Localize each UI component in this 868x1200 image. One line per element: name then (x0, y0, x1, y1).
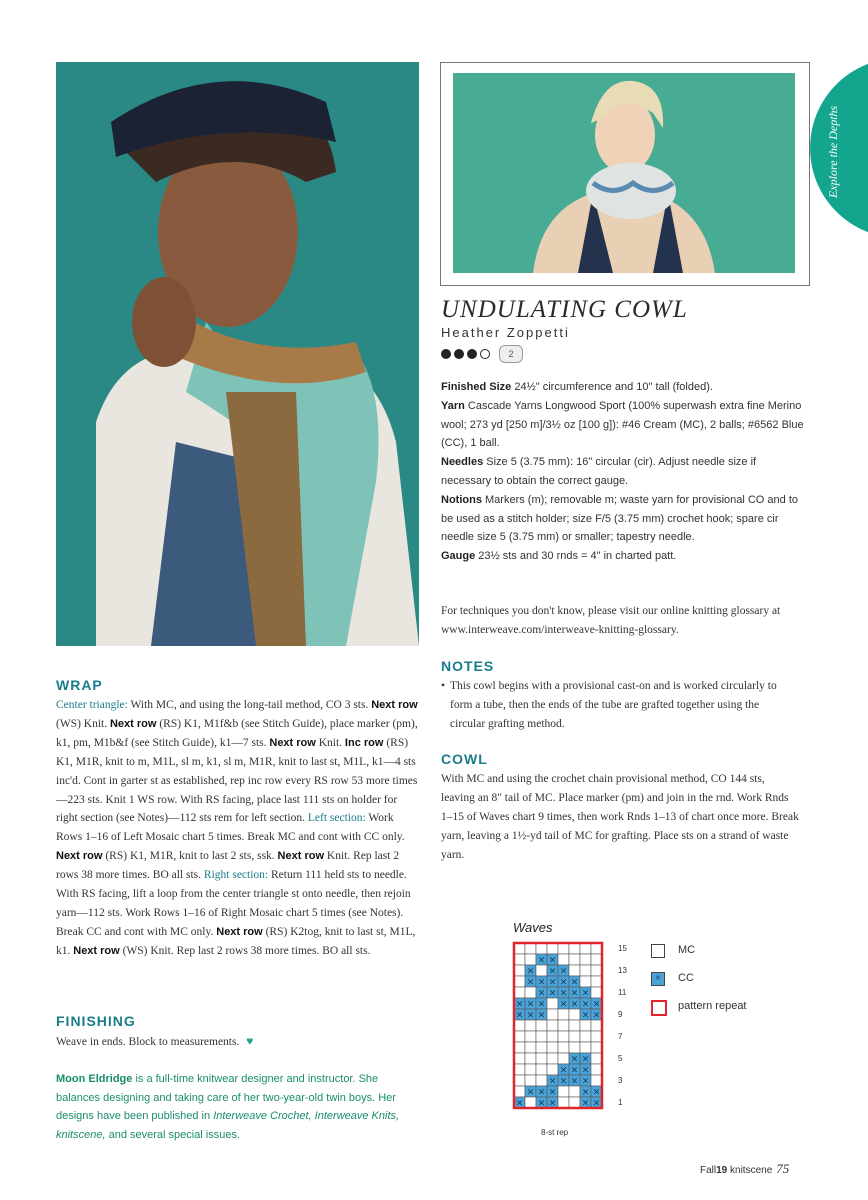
chart-cell-cc-symbol: × (570, 988, 579, 999)
legend-repeat-label: pattern repeat (678, 1000, 747, 1012)
chart-cell-cc-symbol: × (559, 966, 568, 977)
bio-name: Moon Eldridge (56, 1073, 133, 1085)
chart-cell-mc (536, 943, 547, 954)
chart-row-label: 1 (618, 1098, 623, 1107)
chart-cell-mc (569, 1031, 580, 1042)
chart-cell-mc (547, 943, 558, 954)
waves-chart (512, 941, 608, 1117)
chart-cell-mc (580, 1031, 591, 1042)
cowl-photo (453, 73, 795, 273)
chart-cell-mc (525, 1042, 536, 1053)
chart-cell-cc-symbol: × (570, 999, 579, 1010)
chart-cell-cc-symbol: × (548, 955, 557, 966)
yarn-weight-badge: 2 (499, 345, 523, 363)
instruction-text: Knit. Rep last 2 rows 38 more times. BO all sts. (56, 850, 400, 882)
chart-cell-mc (547, 1053, 558, 1064)
instruction-text: Knit. (315, 736, 345, 749)
chart-cell-mc (591, 954, 602, 965)
heart-icon: ♥ (246, 1034, 254, 1048)
chart-cell-mc (547, 1031, 558, 1042)
instruction-text: (WS) Knit. Rep last 2 rows 38 more times. BO all sts. (119, 944, 371, 957)
chart-cell-cc-symbol: × (581, 988, 590, 999)
chart-cell-cc-symbol: × (559, 999, 568, 1010)
cowl-photo-illustration (453, 73, 795, 273)
chart-cell-mc (591, 1075, 602, 1086)
instruction-text: Work Rows 1–16 of Left Mosaic chart 5 times. Break MC and cont with CC only. (56, 812, 405, 844)
chart-cell-mc (591, 976, 602, 987)
chart-cell-mc (569, 965, 580, 976)
instruction-text: (WS) Knit. (56, 717, 110, 730)
chart-row-label: 5 (618, 1054, 623, 1063)
chart-cell-mc (558, 943, 569, 954)
chart-cell-cc-symbol: × (515, 999, 524, 1010)
chart-row-label: 7 (618, 1032, 623, 1041)
chart-cell-mc (525, 1053, 536, 1064)
spec-item (441, 397, 805, 453)
instruction-text: (RS) K1, M1R, knit to last 2 sts, ssk. (102, 850, 278, 863)
chart-cell-cc-symbol: × (581, 1010, 590, 1021)
instruction-text: Return 111 held sts to needle. With RS facing, lift a loop from the center triangle st onto needle, then rejoin yarn—112 sts. Work Rows 1–16 of Right Mosaic chart 5 times (see Notes). Break CC and cont with MC only. (56, 869, 411, 938)
instruction-text: (RS) K1, M1R, knit to m, M1L, sl m, k1, sl m, M1R, knit to last st, M1L, k1—4 sts inc'd. Cont in garter st as established, rep inc row every RS row 53 more times—223 sts. Knit 1 WS row. With RS facing, place last 111 sts on holder for right section (see Notes)—112 sts rem for left section. (56, 736, 418, 825)
chart-cell-mc (514, 1075, 525, 1086)
chart-row-label: 15 (618, 944, 627, 953)
chart-cell-mc (558, 1086, 569, 1097)
chart-cell-mc (536, 1064, 547, 1075)
chart-cell-cc-symbol: × (526, 1010, 535, 1021)
chart-cell-cc-symbol: × (526, 1087, 535, 1098)
chart-cell-cc-symbol: × (559, 1065, 568, 1076)
chart-cell-mc (547, 1064, 558, 1075)
footer-magazine: knitscene (727, 1165, 773, 1176)
spec-text: Cascade Yarns Longwood Sport (100% superwash extra fine Merino wool; 273 yd [250 m]/3½ oz [100 g]): #46 Cream (MC), 2 balls; #6562 Blue (CC), 1 ball. (441, 399, 804, 450)
chart-cell-cc-symbol: × (526, 977, 535, 988)
chart-cell-mc (547, 998, 558, 1009)
chart-cell-mc (514, 965, 525, 976)
spec-label: Needles (441, 456, 484, 469)
chart-cell-cc-symbol: × (581, 1065, 590, 1076)
cowl-heading: COWL (441, 751, 488, 767)
skill-level (441, 345, 523, 363)
chart-cell-mc (569, 1020, 580, 1031)
chart-cell-mc (514, 943, 525, 954)
chart-cell-mc (547, 1009, 558, 1020)
chart-cell-cc-symbol: × (526, 999, 535, 1010)
chart-cell-cc-symbol: × (537, 1010, 546, 1021)
chart-cell-cc-symbol: × (537, 1098, 546, 1109)
techniques-note: For techniques you don't know, please visit our online knitting glossary at www.interweave.com/interweave-knitting-glossary. (441, 605, 781, 636)
chart-cell-mc (569, 1009, 580, 1020)
legend-cc-label: CC (678, 972, 694, 984)
chart-cell-mc (514, 1020, 525, 1031)
pattern-specs (441, 378, 805, 566)
chart-cell-mc (558, 1053, 569, 1064)
chart-cell-mc (536, 1042, 547, 1053)
chart-cell-mc (558, 1009, 569, 1020)
chart-cell-cc-symbol: × (570, 1065, 579, 1076)
chart-cell-mc (536, 1053, 547, 1064)
chart-cell-cc-symbol: × (581, 1054, 590, 1065)
bio-publications: Interweave Crochet, Interweave Knits, knitscene, (56, 1110, 400, 1141)
chart-cell-mc (580, 954, 591, 965)
chart-cell-cc-symbol: × (592, 999, 601, 1010)
spec-label: Gauge (441, 550, 476, 563)
chart-cell-cc-symbol: × (548, 977, 557, 988)
chart-cell-cc-symbol: × (548, 1076, 557, 1087)
chart-cell-mc (536, 1075, 547, 1086)
legend-repeat-box (651, 1000, 667, 1016)
notes-text: This cowl begins with a provisional cast-on and is worked circularly to form a tube, then the ends of the tube are grafted together using the circular grafting method. (450, 680, 777, 730)
designer-bio (56, 1070, 416, 1144)
chart-cell-mc (525, 1020, 536, 1031)
instruction-text: (RS) K1, M1f&b (see Stitch Guide), place marker (pm), k1, pm, M1b&f (see Stitch Guide), k1—7 sts. (56, 717, 418, 749)
chart-cell-mc (536, 1031, 547, 1042)
spec-item (441, 378, 805, 397)
chart-cell-cc-symbol: × (570, 1076, 579, 1087)
row-label: Next row (56, 850, 103, 863)
spec-text: Size 5 (3.75 mm): 16" circular (cir). Adjust needle size if necessary to obtain the correct gauge. (441, 456, 757, 487)
main-photo-model-wrap (56, 62, 419, 646)
chart-cell-mc (569, 1042, 580, 1053)
chart-cell-cc-symbol: × (581, 999, 590, 1010)
chart-cell-mc (591, 1042, 602, 1053)
page-footer (700, 1161, 789, 1177)
legend-mc-label: MC (678, 944, 696, 956)
chart-cell-cc-symbol: × (537, 999, 546, 1010)
chart-cell-cc-symbol: × (581, 1087, 590, 1098)
chart-cell-cc-symbol: × (537, 1087, 546, 1098)
chart-cell-cc-symbol: × (592, 1010, 601, 1021)
finishing-text (56, 1032, 416, 1052)
chart-cell-mc (569, 1097, 580, 1108)
spec-text: 23½ sts and 30 rnds = 4" in charted patt. (475, 550, 677, 563)
footer-issue-num: 19 (716, 1165, 728, 1176)
chart-cell-mc (591, 943, 602, 954)
chart-cell-mc (580, 1042, 591, 1053)
chart-cell-cc-symbol: × (581, 1098, 590, 1109)
chart-cell-cc-symbol: × (548, 1087, 557, 1098)
chart-cell-cc-symbol: × (537, 988, 546, 999)
chart-cell-cc-symbol: × (592, 1087, 601, 1098)
chart-row-label: 11 (618, 988, 627, 997)
spec-item (441, 491, 805, 547)
chart-cell-mc (514, 954, 525, 965)
chart-cell-cc-symbol: × (526, 966, 535, 977)
chart-cell-cc-symbol: × (537, 955, 546, 966)
chart-cell-cc-symbol: × (548, 988, 557, 999)
legend-mc-box (651, 944, 665, 958)
chart-cell-mc (525, 987, 536, 998)
row-label: Next row (371, 699, 418, 711)
row-label: Next row (216, 925, 263, 938)
chart-cell-mc (591, 1031, 602, 1042)
section-label: Center triangle: (56, 699, 131, 711)
spec-label: Notions (441, 493, 482, 506)
cowl-photo-frame (440, 62, 810, 286)
finishing-heading: FINISHING (56, 1013, 136, 1029)
chart-cell-cc-symbol: × (581, 1076, 590, 1087)
chart-cell-mc (569, 1086, 580, 1097)
spec-label: Yarn (441, 399, 465, 412)
chart-cell-mc (558, 1031, 569, 1042)
chart-cell-cc-symbol: × (548, 1098, 557, 1109)
designer-name: Heather Zoppetti (441, 325, 570, 340)
pattern-title: UNDULATING COWL (441, 296, 688, 323)
chart-cell-mc (558, 1020, 569, 1031)
bio-text-end: and several special issues. (105, 1128, 241, 1141)
chart-cell-cc-symbol: × (537, 977, 546, 988)
chart-cell-cc-symbol: × (559, 977, 568, 988)
section-label: Right section: (203, 869, 271, 882)
cowl-instructions: With MC and using the crochet chain provisional method, CO 144 sts, leaving an 8" tail of MC. Place marker (pm) and join in the rnd. Work Rnds 1–15 of Waves chart 9 times, then work Rnds 1–13 of chart once more. Break yarn, leaving a 1½-yd tail of MC for grafting. Place sts on a strand of waste yarn. (441, 773, 799, 861)
chart-cell-mc (536, 1020, 547, 1031)
chart-cell-mc (514, 976, 525, 987)
chart-cell-mc (591, 1064, 602, 1075)
chart-title: Waves (513, 920, 553, 935)
chart-cell-cc-symbol: × (559, 988, 568, 999)
finishing-instructions: Weave in ends. Block to measurements. (56, 1036, 240, 1048)
skill-dot-empty-icon (480, 349, 490, 359)
chart-cell-mc (591, 987, 602, 998)
chart-cell-mc (580, 965, 591, 976)
spec-item (441, 547, 805, 566)
chart-cell-mc (547, 1042, 558, 1053)
chart-row-label: 3 (618, 1076, 623, 1085)
row-label: Next row (73, 944, 120, 957)
chart-cell-mc (525, 1097, 536, 1108)
chart-cell-mc (525, 1075, 536, 1086)
chart-cell-cc-symbol: × (559, 1076, 568, 1087)
skill-dot-filled-icon (467, 349, 477, 359)
chart-cell-mc (525, 1064, 536, 1075)
section-label: Left section: (307, 812, 369, 825)
chart-row-label: 13 (618, 966, 627, 975)
chart-cell-mc (580, 943, 591, 954)
footer-issue: Fall (700, 1165, 717, 1176)
chart-cell-mc (514, 1064, 525, 1075)
chart-cell-mc (547, 1020, 558, 1031)
chart-row-label: 9 (618, 1010, 623, 1019)
wrap-heading: WRAP (56, 677, 103, 693)
section-side-tab-label: Explore the Depths (826, 105, 840, 199)
chart-cell-mc (558, 1097, 569, 1108)
legend-cc-box: × (651, 972, 665, 986)
chart-cell-mc (525, 954, 536, 965)
chart-cell-mc (525, 1031, 536, 1042)
chart-cell-mc (558, 954, 569, 965)
row-label: Next row (277, 850, 325, 863)
chart-cell-cc-symbol: × (515, 1010, 524, 1021)
chart-cell-cc-symbol: × (570, 977, 579, 988)
notes-item (441, 677, 796, 734)
spec-label: Finished Size (441, 381, 512, 393)
chart-cell-mc (580, 976, 591, 987)
instruction-text: (RS) K2tog, knit to last st, M1L, k1. (56, 925, 416, 957)
chart-cell-mc (536, 965, 547, 976)
chart-cell-cc-symbol: × (570, 1054, 579, 1065)
chart-cell-mc (569, 954, 580, 965)
skill-dot-filled-icon (441, 349, 451, 359)
chart-cell-mc (525, 943, 536, 954)
skill-dot-filled-icon (454, 349, 464, 359)
row-label: Inc row (344, 736, 384, 749)
chart-cell-mc (514, 1042, 525, 1053)
chart-cell-mc (514, 987, 525, 998)
chart-cell-mc (591, 1020, 602, 1031)
chart-cell-mc (514, 1053, 525, 1064)
row-label: Next row (269, 736, 316, 749)
instruction-text: With MC, and using the long-tail method, CO 3 sts. (130, 699, 372, 711)
page-number: 75 (776, 1161, 790, 1176)
chart-cell-mc (591, 1053, 602, 1064)
spec-item (441, 453, 805, 491)
chart-cell-cc-symbol: × (515, 1098, 524, 1109)
chart-cell-cc-symbol: × (548, 966, 557, 977)
main-photo-illustration (56, 62, 419, 646)
spec-text: 24½" circumference and 10" tall (folded). (511, 381, 713, 393)
spec-text: Markers (m); removable m; waste yarn for provisional CO and to be used as a stitch holder; size F/5 (3.75 mm) crochet hook; spare cir needle size 5 (3.75 mm) or smaller; tapestry needle. (441, 493, 798, 544)
bio-text: is a full-time knitwear designer and instructor. She balances designing and taking care of her two-year-old twin boys. Her designs have been published in (56, 1073, 396, 1122)
wrap-instructions (56, 696, 418, 961)
notes-heading: NOTES (441, 658, 495, 674)
chart-cell-mc (591, 965, 602, 976)
chart-cell-mc (514, 1086, 525, 1097)
chart-cell-mc (569, 943, 580, 954)
chart-cell-mc (558, 1042, 569, 1053)
chart-cell-mc (580, 1020, 591, 1031)
chart-cell-mc (514, 1031, 525, 1042)
chart-cell-cc-symbol: × (592, 1098, 601, 1109)
chart-repeat-label: 8-st rep (541, 1128, 569, 1137)
row-label: Next row (109, 717, 157, 730)
notes-bullet: • (441, 680, 446, 692)
